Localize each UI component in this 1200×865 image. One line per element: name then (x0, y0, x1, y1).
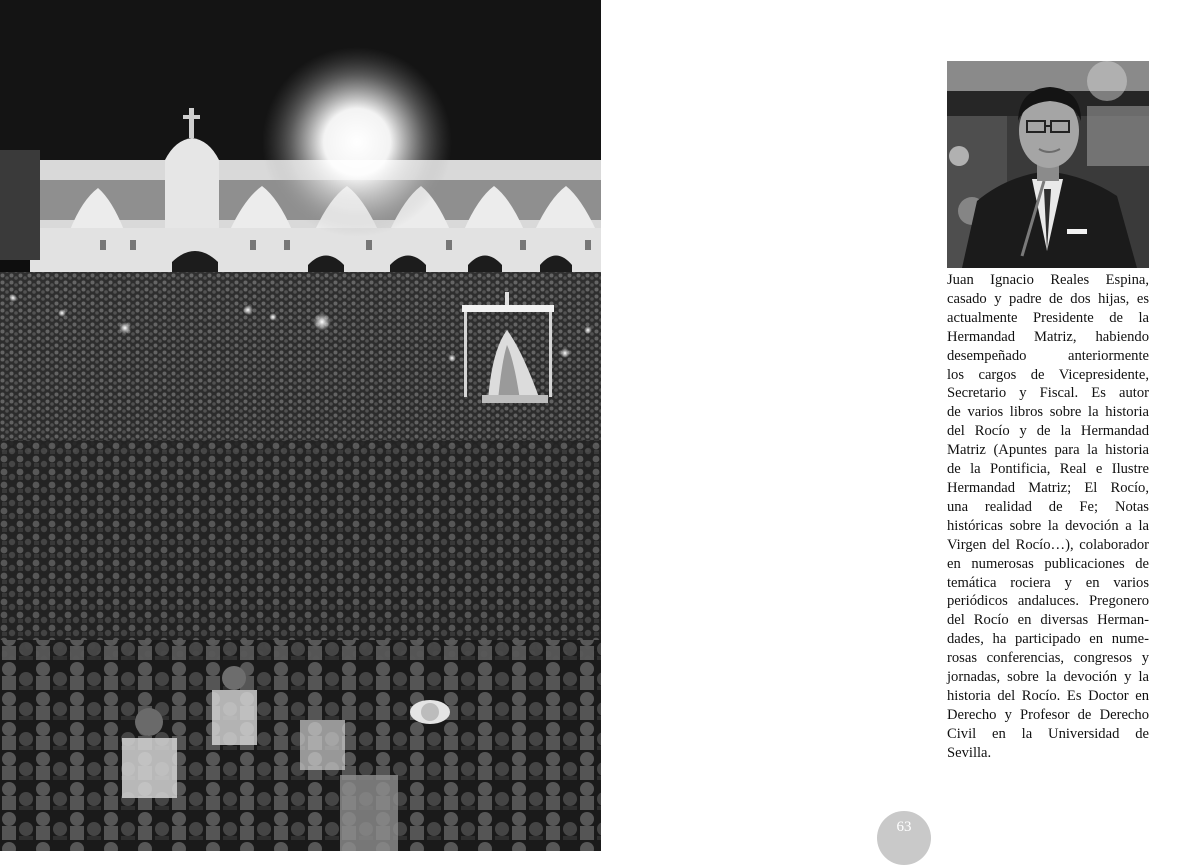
bio-line: Secretario y Fiscal. Es autor (947, 385, 1149, 402)
bio-line: Civil en la Universidad de (947, 725, 1149, 742)
bio-line: una realidad de Fe; Notas (947, 498, 1149, 515)
bio-line: los cargos de Vicepresidente, (947, 366, 1149, 383)
bio-line: actualmente Presidente de la (947, 309, 1149, 326)
bio-line: históricas sobre la devoción a la (947, 517, 1149, 534)
bio-line: de varios libros sobre la historia (947, 404, 1149, 421)
bio-line: Matriz (Apuntes para la historia (947, 442, 1149, 459)
bio-line: de la Pontificia, Real e Ilustre (947, 461, 1149, 478)
bio-line: del Rocío en diversas Herman- (947, 612, 1149, 629)
bio-line: Hermandad Matriz, habiendo (947, 328, 1149, 345)
page-number: 63 (896, 819, 912, 835)
bio-line: Virgen del Rocío…), colaborador (947, 536, 1149, 553)
bio-line: periódicos andaluces. Pregonero (947, 593, 1149, 610)
bio-line: Juan Ignacio Reales Espina, (947, 272, 1149, 288)
bio-line: jornadas, sobre la devoción y la (947, 669, 1149, 686)
speaker-portrait-photo (947, 61, 1149, 268)
bio-line: dades, ha participado en nume- (947, 631, 1149, 648)
night-procession-crowd-photo (0, 0, 601, 851)
bio-line: desempeñado anteriormente (947, 347, 1149, 364)
bio-line: historia del Rocío. Es Doctor en (947, 687, 1149, 704)
bio-line: casado y padre de dos hijas, es (947, 290, 1149, 307)
bio-line: Derecho y Profesor de Derecho (947, 706, 1149, 723)
bio-line: temática rociera y en varios (947, 574, 1149, 591)
bio-line: del Rocío y de la Hermandad (947, 423, 1149, 440)
bio-line: Hermandad Matriz; El Rocío, (947, 479, 1149, 496)
author-biography (947, 271, 1149, 763)
right-page (601, 0, 1200, 851)
bio-line: rosas conferencias, congresos y (947, 650, 1149, 667)
page-number-badge (877, 811, 931, 865)
bio-line: en numerosas publicaciones de (947, 555, 1149, 572)
bio-line: Sevilla. (947, 744, 992, 761)
